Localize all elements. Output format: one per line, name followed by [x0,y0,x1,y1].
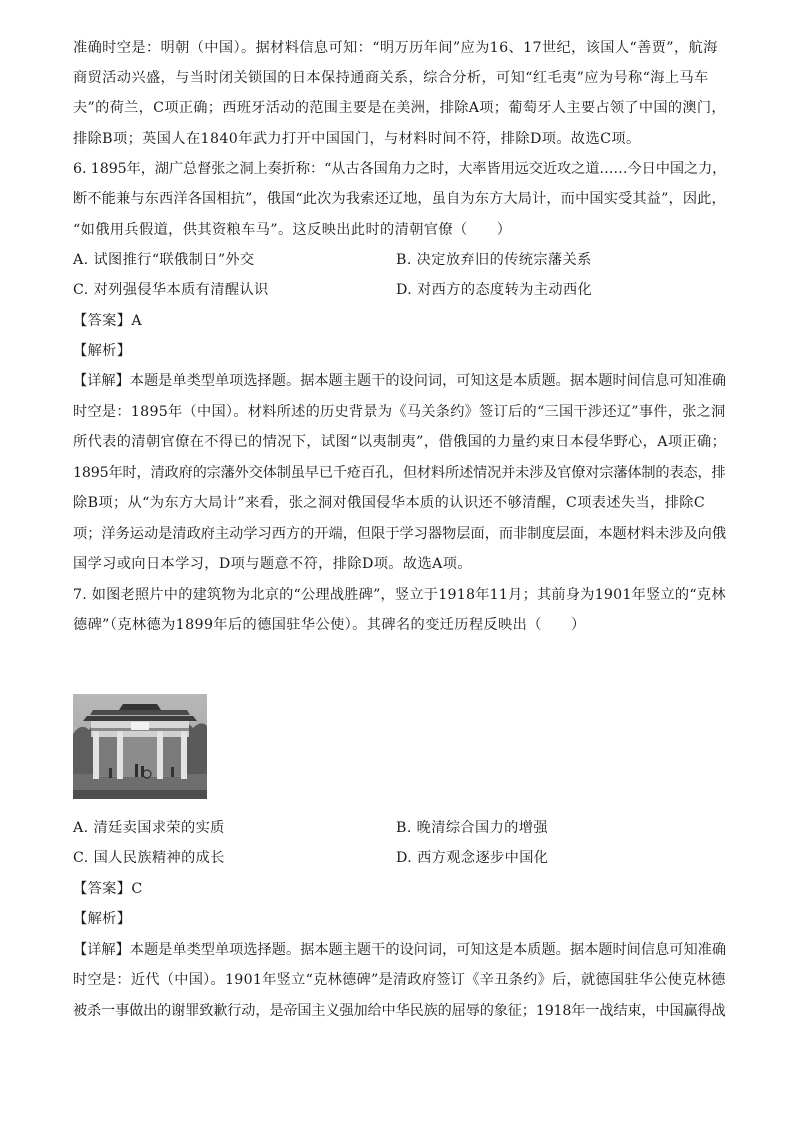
q6-stem-line-3: “如俄用兵假道，供其资粮车马”。这反映出此时的清朝官僚（ ） [73,222,512,238]
q7-analysis-label: 【解析】 [73,911,132,927]
q6-detail-line-7: 国学习或向日本学习，D项与题意不符，排除D项。故选A项。 [73,556,472,572]
q7-detail-line-3: 被杀一事做出的谢罪致歉行动，是帝国主义强加给中华民族的屈辱的象征；1918年一战结束，中国赢得战 [73,1003,726,1019]
intro-line-3: 夫”的荷兰，C项正确；西班牙活动的范围主要是在美洲，排除A项；葡萄牙人主要占领了中国的澳门， [73,100,726,116]
q6-stem-line-2: 断不能兼与东西洋各国相抗”，俄国“此次为我索还辽地，虽自为东方大局计，而中国实受其益”，因此， [73,191,726,207]
q7-detail-line-1: 【详解】本题是单类型单项选择题。据本题主题干的设问词，可知这是本质题。据本题时间信息可知准确 [73,942,727,958]
q7-option-b: B. 晚清综合国力的增强 [396,820,548,836]
q6-detail-line-2: 时空是：1895年（中国）。材料所述的历史背景为《马关条约》签订后的“三国干涉还辽”事件，张之洞 [73,404,726,420]
q6-stem-line-1: 6. 1895年，湖广总督张之洞上奏折称：“从古各国角力之时，大率皆用远交近攻之道……今日中国之力， [73,161,727,177]
q7-answer: 【答案】C [73,881,143,897]
intro-line-4: 排除B项；英国人在1840年武力打开中国国门，与材料时间不符，排除D项。故选C项。 [73,131,641,147]
q6-detail-line-4: 1895年时，清政府的宗藩外交体制虽早已千疮百孔，但材料所述情况并未涉及官僚对宗藩体制的表态，排 [73,465,726,481]
q6-detail-line-1: 【详解】本题是单类型单项选择题。据本题主题干的设问词，可知这是本质题。据本题时间信息可知准确 [73,373,727,389]
q6-option-a: A. 试图推行“联俄制日”外交 [73,252,255,268]
q6-option-d: D. 对西方的态度转为主动西化 [396,282,593,298]
q7-option-d: D. 西方观念逐步中国化 [396,850,549,866]
q7-stem-line-2: 德碑”（克林德为1899年后的德国驻华公使）。其碑名的变迁历程反映出（ ） [73,617,586,633]
q7-detail-line-2: 时空是：近代（中国）。1901年竖立“克林德碑”是清政府签订《辛丑条约》后，就德国驻华公使克林德 [73,972,726,988]
q7-stem-line-1: 7. 如图老照片中的建筑物为北京的“公理战胜碑”，竖立于1918年11月；其前身为1901年竖立的“克林 [73,587,726,603]
q7-option-c: C. 国人民族精神的成长 [73,850,225,866]
q6-option-b: B. 决定放弃旧的传统宗藩关系 [396,252,592,268]
q7-option-a: A. 清廷卖国求荣的实质 [73,820,225,836]
q6-analysis-label: 【解析】 [73,343,132,359]
q6-detail-line-3: 所代表的清朝官僚在不得已的情况下，试图“以夷制夷”，借俄国的力量约束日本侵华野心，A项正确； [73,434,727,450]
intro-line-2: 商贸活动兴盛，与当时闭关锁国的日本保持通商关系，综合分析，可知“红毛夷”应为号称“海上马车 [73,70,709,86]
q6-option-c: C. 对列强侵华本质有清醒认识 [73,282,269,298]
intro-line-1: 准确时空是：明朝（中国）。据材料信息可知：“明万历年间”应为16、17世纪，该国人“善贾”，航海 [73,40,718,56]
q6-detail-line-5: 除B项；从“为东方大局计”来看，张之洞对俄国侵华本质的认识还不够清醒，C项表述失当，排除C [73,495,706,511]
q6-detail-line-6: 项；洋务运动是清政府主动学习西方的开端，但限于学习器物层面，而非制度层面，本题材料未涉及向俄 [73,526,727,542]
memorial-archway-photo [73,694,207,799]
q6-answer: 【答案】A [73,313,142,329]
